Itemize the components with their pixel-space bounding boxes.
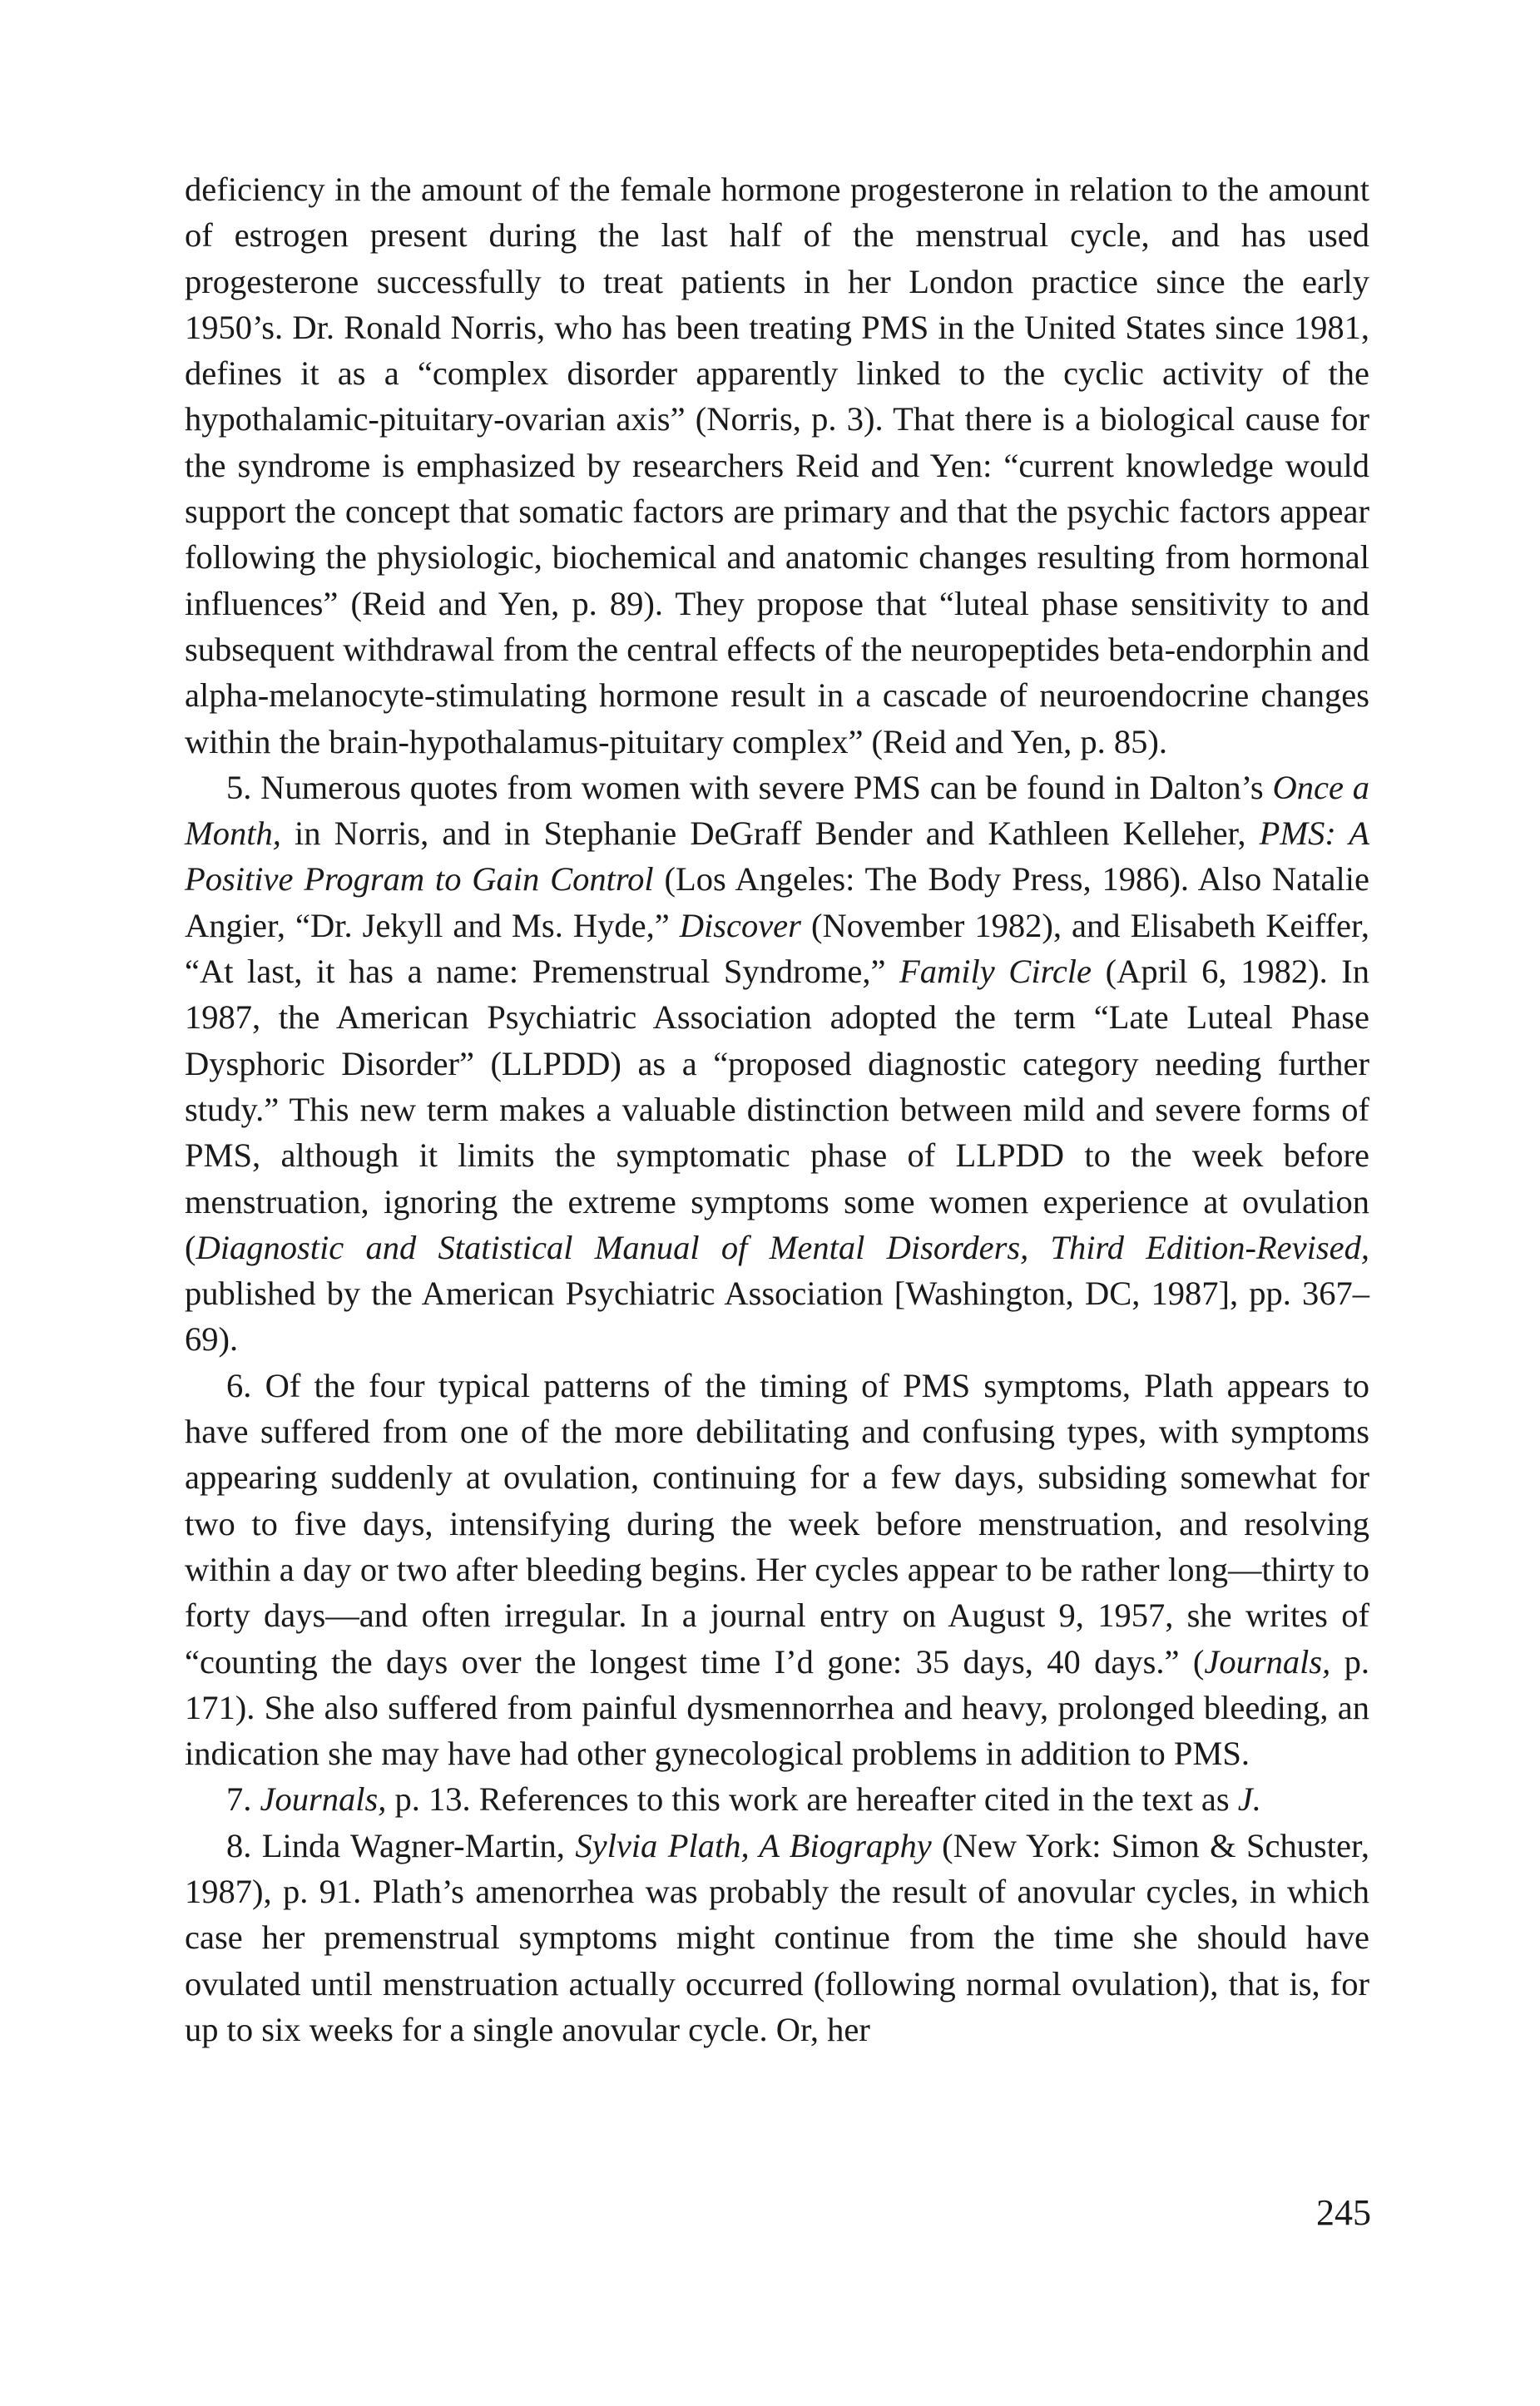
note-5-title-discover: Discover <box>679 906 801 944</box>
note-6-title-journals: Journals, <box>1204 1642 1331 1681</box>
note-8 <box>185 1823 1369 2052</box>
note-5 <box>185 765 1369 1363</box>
note-4-continuation: deficiency in the amount of the female hormone progesterone in relation to the amount of estrogen present during the last half of the menstrual cycle, and has used progesterone successfully to treat patients in her London practice since the early 1950’s. Dr. Ronald Norris, who has been treating PMS in the United States since 1981, defines it as a “complex disorder apparently linked to the cyclic activity of the hypothalamic-pituitary-ovarian axis” (Norris, p. 3). That there is a biological cause for the syndrome is emphasized by researchers Reid and Yen: “current knowledge would support the concept that somatic factors are primary and that the psychic factors appear following the physiologic, biochemical and anatomic changes resulting from hormonal influences” (Reid and Yen, p. 89). They propose that “luteal phase sensitivity to and subsequent withdrawal from the central effects of the neuropeptides beta-endorphin and alpha-melanocyte-stimulating hormone result in a cascade of neuroendocrine changes within the brain-hypothalamus-pituitary complex” (Reid and Yen, p. 85). <box>185 171 1369 760</box>
note-6-text: p. 171). She also suffered from painful dysmennorrhea and heavy, prolonged bleeding, an indication she may have had other gynecological problems in addition to PMS. <box>185 1642 1370 1773</box>
note-7-text: 7. <box>226 1780 260 1819</box>
note-5-title-dsm: Diagnostic and Statistical Manual of Mental Disorders, Third Edition-Revised, <box>196 1228 1369 1266</box>
note-7-text: p. 13. References to this work are hereafter cited in the text as <box>386 1780 1238 1819</box>
note-5-text: (November 1982), and Elisabeth Keiffer, “At last, it has a name: Premenstrual Syndrome,” <box>185 906 1369 991</box>
note-6 <box>185 1363 1369 1777</box>
note-5-text: (Los Angeles: The Body Press, 1986). Also Natalie Angier, “Dr. Jekyll and Ms. Hyde,” <box>185 860 1369 944</box>
note-8-text: 8. Linda Wagner-Martin, <box>226 1826 576 1864</box>
note-7 <box>185 1776 1369 1822</box>
note-5-text: (April 6, 1982). In 1987, the American Psychiatric Association adopted the term “Late Luteal Phase Dysphoric Disorder” (LLPDD) as a “proposed diagnostic category needing further study.” This new term makes a valuable distinction between mild and severe forms of PMS, although it limits the symptomatic phase of LLPDD to the week before menstruation, ignoring the extreme symptoms some women experience at ovulation ( <box>185 953 1369 1266</box>
note-5-text: in Norris, and in Stephanie DeGraff Bender and Kathleen Kelleher, <box>280 814 1260 853</box>
note-6-text: 6. Of the four typical patterns of the timing of PMS symptoms, Plath appears to have suffered from one of the more debilitating and confusing types, with symptoms appearing suddenly at ovulation, continuing for a few days, subsiding somewhat for two to five days, intensifying during the week before menstruation, and resolving within a day or two after bleeding begins. Her cycles appear to be rather long—thirty to forty days—and often irregular. In a journal entry on August 9, 1957, she writes of “counting the days over the longest time I’d gone: 35 days, 40 days.” ( <box>185 1366 1369 1681</box>
notes-section <box>185 166 1369 2052</box>
note-5-title-family-circle: Family Circle <box>899 953 1092 991</box>
note-8-text: (New York: Simon & Schuster, 1987), p. 91. Plath’s amenorrhea was probably the result of anovular cycles, in which case her premenstrual symptoms might continue from the time she should have ovulated until menstruation actually occurred (following normal ovulation), that is, for up to six weeks for a single anovular cycle. Or, her <box>185 1826 1370 2048</box>
note-5-text: 5. Numerous quotes from women with severe PMS can be found in Dalton’s <box>226 768 1273 806</box>
note-5-text: published by the American Psychiatric Association [Washington, DC, 1987], pp. 367–69). <box>185 1275 1369 1359</box>
note-7-title-journals: Journals, <box>260 1780 387 1819</box>
note-5-title-once-a-month: Once a Month, <box>185 768 1369 853</box>
note-7-abbrev-j: J. <box>1237 1780 1261 1819</box>
note-8-title-sylvia-plath: Sylvia Plath, A Biography <box>575 1826 932 1864</box>
note-5-title-pms-program: PMS: A Positive Program to Gain Control <box>185 814 1369 899</box>
page-number: 245 <box>1316 2192 1371 2233</box>
